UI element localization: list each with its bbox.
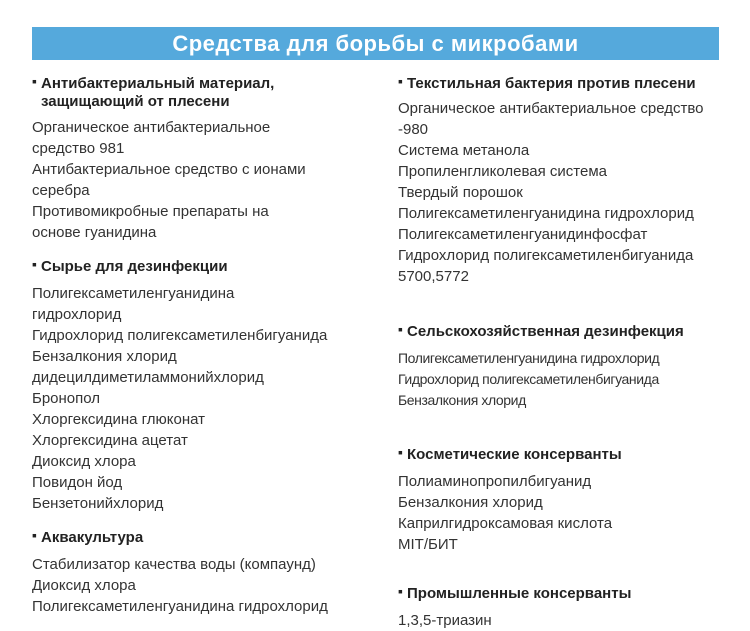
list-item: Гидрохлорид полигексаметиленбигуанида <box>32 327 328 344</box>
list-item: Органическое антибактериальное средство <box>398 100 704 117</box>
section-agricultural <box>398 323 733 411</box>
item-list <box>398 348 733 411</box>
list-item: гидрохлорид <box>32 306 122 323</box>
bullet-icon: ▪ <box>398 73 403 89</box>
list-item: Антибактериальное средство с ионами <box>32 161 306 178</box>
list-item: 5700,5772 <box>398 268 469 285</box>
list-item: Гидрохлорид полигексаметиленбигуанида <box>398 371 659 387</box>
bullet-icon: ▪ <box>32 73 37 89</box>
list-item: Бензетонийхлорид <box>32 495 164 512</box>
list-item: Полигексаметиленгуанидина гидрохлорид <box>398 205 694 222</box>
section-heading: ▪ Антибактериальный материал, защищающий от плесени <box>32 73 275 110</box>
list-item: серебра <box>32 182 90 199</box>
item-list <box>32 554 382 617</box>
section-aquaculture <box>32 529 382 617</box>
list-item: Хлоргексидина ацетат <box>32 432 188 449</box>
list-item: Диоксид хлора <box>32 453 136 470</box>
list-item: Бронопол <box>32 390 101 407</box>
list-item: Полигексаметиленгуанидинфосфат <box>398 226 648 243</box>
section-heading: ▪ Аквакультура <box>32 527 144 546</box>
section-heading: ▪ Косметические консерванты <box>398 444 622 463</box>
page-title: Средства для борьбы с микробами <box>32 27 719 60</box>
list-item: Повидон йод <box>32 474 123 491</box>
section-antibacterial-material <box>32 75 382 243</box>
list-item: 1,3,5-триазин <box>398 612 492 629</box>
section-heading: ▪ Текстильная бактерия против плесени <box>398 73 696 92</box>
bullet-icon: ▪ <box>398 321 403 337</box>
list-item: Хлоргексидина глюконат <box>32 411 206 428</box>
section-disinfection-raw <box>32 258 382 514</box>
list-item: Диоксид хлора <box>32 577 136 594</box>
item-list <box>398 98 733 287</box>
section-cosmetic <box>398 446 733 555</box>
list-item: дидецилдиметиламмонийхлорид <box>32 369 264 386</box>
item-list <box>32 117 382 243</box>
list-item: Противомикробные препараты на <box>32 203 269 220</box>
list-item: Полигексаметиленгуанидина <box>32 285 235 302</box>
item-list <box>32 283 382 514</box>
bullet-icon: ▪ <box>398 583 403 599</box>
list-item: MIT/БИТ <box>398 536 458 553</box>
bullet-icon: ▪ <box>32 527 37 543</box>
list-item: Каприлгидроксамовая кислота <box>398 515 613 532</box>
bullet-icon: ▪ <box>398 444 403 460</box>
list-item: Система метанола <box>398 142 530 159</box>
section-industrial <box>398 585 733 631</box>
list-item: Органическое антибактериальное <box>32 119 271 136</box>
section-textile <box>398 75 733 287</box>
item-list <box>398 610 733 631</box>
list-item: Полиаминопропилбигуанид <box>398 473 592 490</box>
list-item: Бензалкония хлорид <box>398 392 526 408</box>
list-item: Бензалкония хлорид <box>32 348 177 365</box>
section-heading: ▪ Сырье для дезинфекции <box>32 256 228 275</box>
list-item: Гидрохлорид полигексаметиленбигуанида <box>398 247 694 264</box>
list-item: -980 <box>398 121 429 138</box>
section-heading: ▪ Сельскохозяйственная дезинфекция <box>398 321 684 340</box>
list-item: Бензалкония хлорид <box>398 494 543 511</box>
item-list <box>398 471 733 555</box>
list-item: Твердый порошок <box>398 184 523 201</box>
list-item: Пропиленгликолевая система <box>398 163 607 180</box>
list-item: Полигексаметиленгуанидина гидрохлорид <box>32 598 328 615</box>
list-item: Стабилизатор качества воды (компаунд) <box>32 556 316 573</box>
list-item: средство 981 <box>32 140 125 157</box>
bullet-icon: ▪ <box>32 256 37 272</box>
list-item: Полигексаметиленгуанидина гидрохлорид <box>398 350 660 366</box>
list-item: основе гуанидина <box>32 224 157 241</box>
section-heading: ▪ Промышленные консерванты <box>398 583 632 602</box>
